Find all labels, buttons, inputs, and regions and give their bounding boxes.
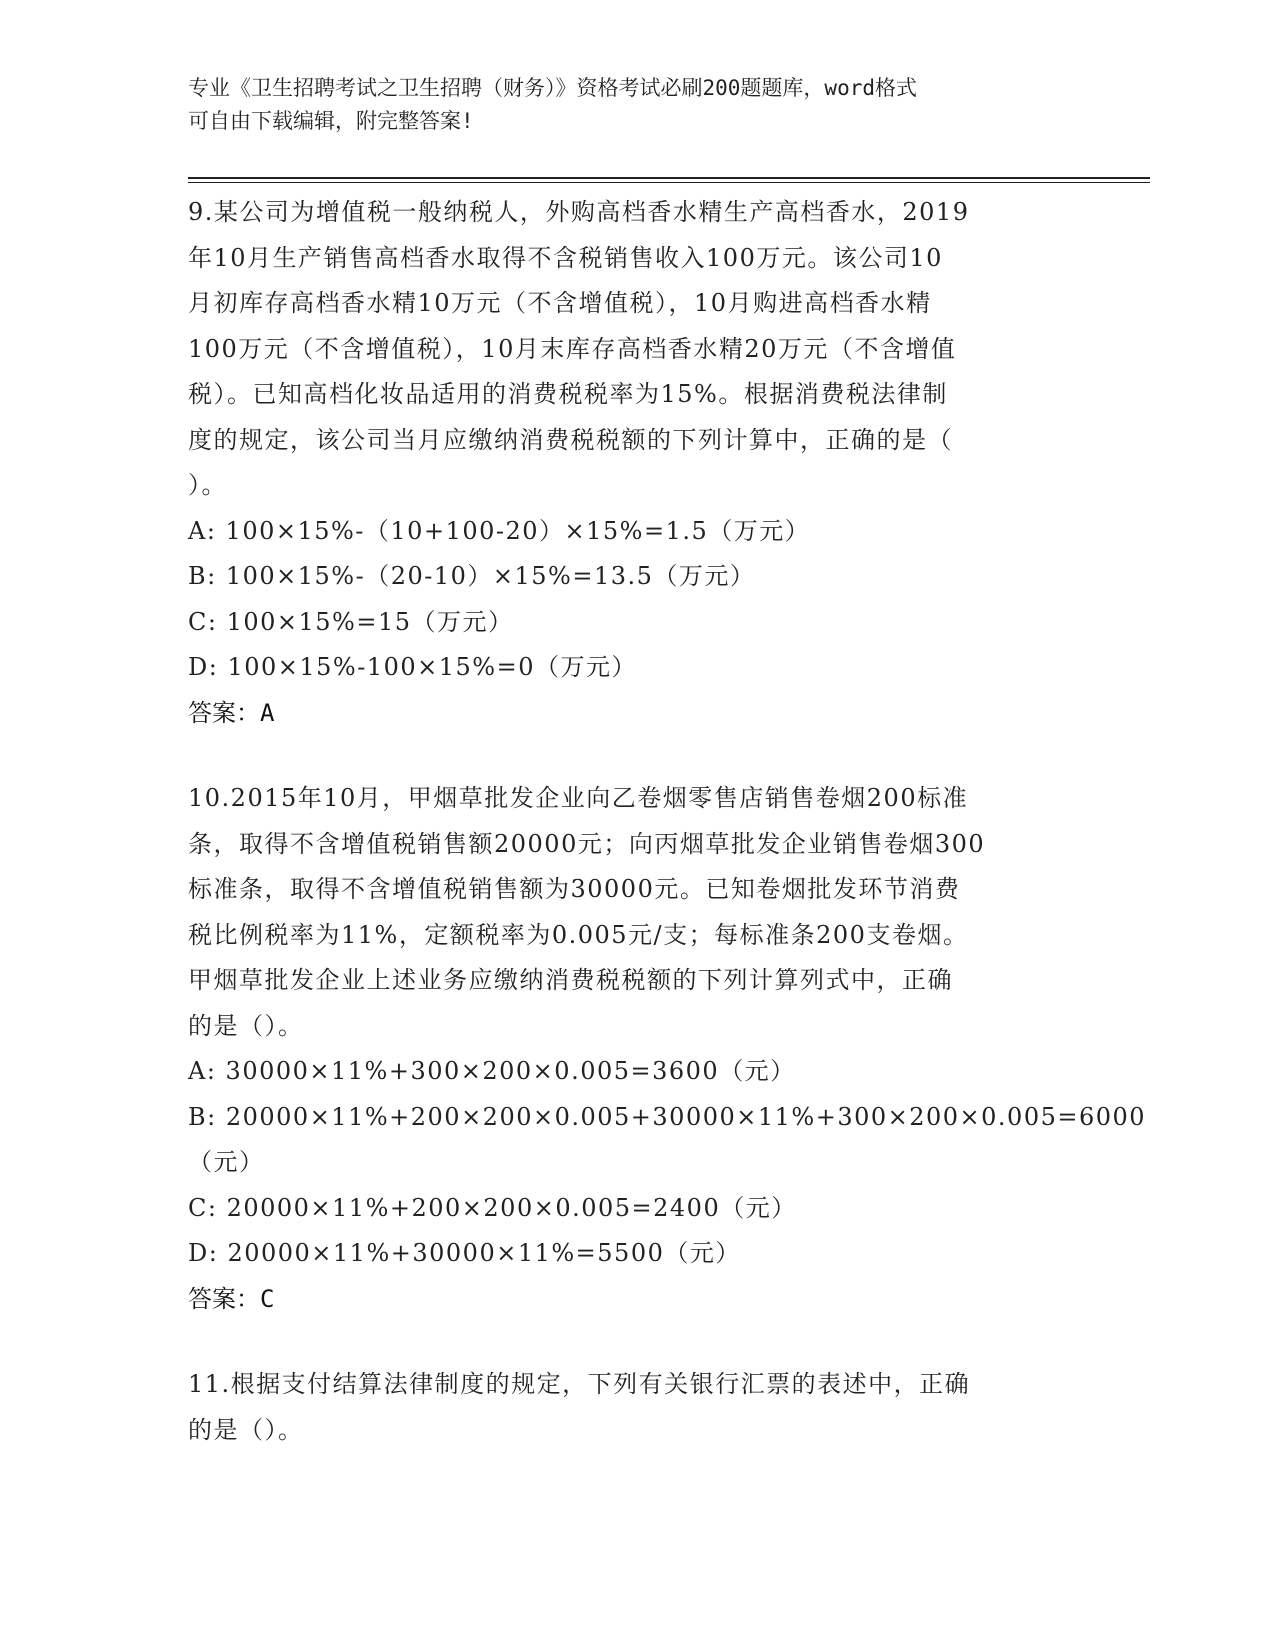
question-text-line: 的是（）。 (188, 1415, 304, 1444)
option-d: D: 100×15%-100×15%=0（万元） (188, 653, 637, 681)
question-text-line: 税比例税率为11%，定额税率为0.005元/支；每标准条200支卷烟。 (188, 920, 969, 949)
question-text-line: 100万元（不含增值税），10月末库存高档香水精20万元（不含增值 (188, 334, 957, 363)
question-text-line: 税）。已知高档化妆品适用的消费税税率为15%。根据消费税法律制 (188, 380, 948, 408)
header-rule-thick (188, 177, 1150, 179)
option-c: C: 100×15%=15（万元） (188, 607, 514, 636)
question-text-line: 年10月生产销售高档香水取得不含税销售收入100万元。该公司10 (188, 243, 943, 272)
option-b: B: 100×15%-（20-10）×15%=13.5（万元） (188, 562, 756, 590)
question-gap (188, 1322, 1088, 1362)
question-10 (188, 776, 1147, 1322)
header-line: 可自由下载编辑，附完整答案! (188, 109, 474, 133)
option-b-continued: （元） (188, 1148, 265, 1176)
option-b: B: 20000×11%+200×200×0.005+30000×11%+300×200×0.005=6000 (188, 1102, 1147, 1131)
question-text-line: 的是（）。 (188, 1011, 304, 1040)
option-a: A: 30000×11%+300×200×0.005=3600（元） (188, 1057, 796, 1085)
header-line: 专业《卫生招聘考试之卫生招聘（财务）》资格考试必刷200题题库，word格式 (188, 76, 917, 100)
question-text-line: 标准条，取得不含增值税销售额为30000元。已知卷烟批发环节消费 (188, 875, 961, 903)
question-text-line: ）。 (188, 471, 227, 499)
question-text-line: 9.某公司为增值税一般纳税人，外购高档香水精生产高档香水，2019 (188, 198, 970, 226)
question-gap (188, 736, 1088, 776)
answer-label: 答案：C (188, 1284, 275, 1313)
question-list (188, 190, 1147, 1453)
question-text-line: 11.根据支付结算法律制度的规定，下列有关银行汇票的表述中，正确 (188, 1370, 971, 1398)
question-text-line: 条，取得不含增值税销售额20000元；向丙烟草批发企业销售卷烟300 (188, 829, 986, 858)
option-c: C: 20000×11%+200×200×0.005=2400（元） (188, 1193, 797, 1222)
question-text-line: 度的规定，该公司当月应缴纳消费税税额的下列计算中，正确的是（ (188, 425, 953, 454)
answer-label: 答案：A (188, 698, 275, 727)
header-rule-thin (188, 182, 1150, 183)
question-9 (188, 190, 1088, 736)
document-header (188, 72, 1068, 138)
option-a: A: 100×15%-（10+100-20）×15%=1.5（万元） (188, 516, 811, 545)
question-text-line: 10.2015年10月，甲烟草批发企业向乙卷烟零售店销售卷烟200标准 (188, 784, 969, 812)
question-text-line: 甲烟草批发企业上述业务应缴纳消费税税额的下列计算列式中，正确 (188, 966, 953, 994)
question-text-line: 月初库存高档香水精10万元（不含增值税），10月购进高档香水精 (188, 289, 932, 317)
question-11 (188, 1362, 1088, 1453)
option-d: D: 20000×11%+30000×11%=5500（元） (188, 1239, 741, 1267)
